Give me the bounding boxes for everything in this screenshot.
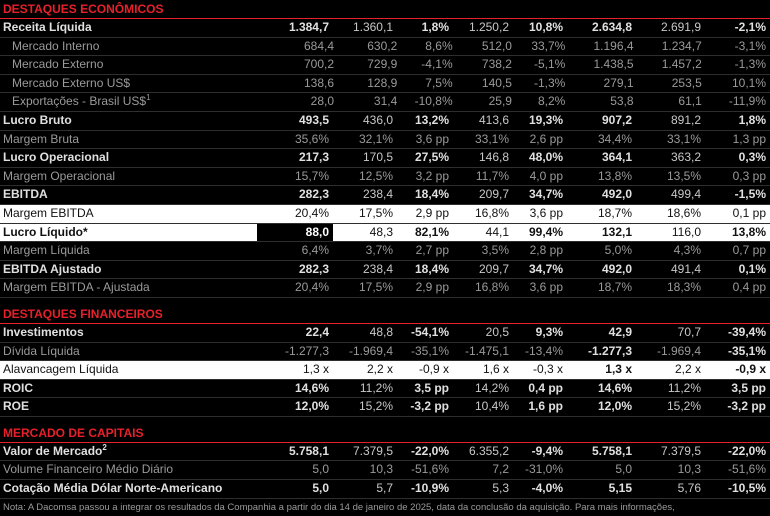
value-cell: 1.234,7 — [661, 38, 702, 53]
value-cell: 729,9 — [367, 57, 398, 72]
row-label-text: Valor de Mercado — [3, 443, 103, 458]
row-label: Mercado Externo US$ — [12, 75, 131, 90]
row-label — [0, 93, 263, 111]
value-cell: 15,7% — [294, 168, 329, 183]
value-cell: 35,6% — [294, 131, 329, 146]
value-cell: 42,9 — [608, 324, 632, 339]
row-label: EBITDA Ajustado — [3, 261, 102, 276]
value-cell: -4,1% — [421, 57, 453, 72]
value-cell: 13,8% — [597, 168, 632, 183]
value-cell: -1.969,4 — [656, 343, 701, 358]
row-label: Volume Financeiro Médio Diário — [3, 462, 174, 477]
row-label: Margem EBITDA - Ajustada — [3, 280, 150, 295]
value-cell: 1,3 pp — [732, 131, 766, 146]
value-cell: 18,4% — [414, 261, 449, 276]
value-cell: 70,7 — [677, 324, 701, 339]
value-cell: -1.475,1 — [464, 343, 509, 358]
value-cell: 22,4 — [305, 324, 329, 339]
value-cell: 2,9 pp — [415, 205, 449, 220]
value-cell: -1.277,3 — [587, 343, 632, 358]
table-row — [0, 279, 770, 298]
value-cell: 5.758,1 — [591, 443, 632, 458]
table-row — [0, 242, 770, 261]
row-label: Margem Operacional — [3, 168, 116, 183]
row-label — [0, 443, 257, 461]
value-cell: 10,3 — [677, 462, 701, 477]
value-cell: 34,7% — [528, 187, 563, 202]
value-cell: 7.379,5 — [352, 443, 393, 458]
table-row — [0, 461, 770, 480]
value-cell: 282,3 — [298, 187, 329, 202]
footnote-marker: 2 — [102, 442, 107, 452]
value-cell: 8,6% — [425, 38, 453, 53]
value-cell: 138,6 — [303, 75, 335, 90]
value-cell: -39,4% — [727, 324, 766, 339]
value-cell: 15,2% — [358, 399, 393, 414]
value-cell: 1.360,1 — [352, 20, 393, 34]
table-row — [0, 168, 770, 187]
value-cell: 2,7 pp — [415, 243, 449, 258]
value-cell: 1,6 pp — [528, 399, 563, 414]
table-row — [0, 343, 770, 362]
value-cell: 170,5 — [362, 150, 393, 165]
value-cell: 1,8% — [421, 20, 449, 34]
value-cell: 18,7% — [597, 280, 632, 295]
value-cell: 0,7 pp — [732, 243, 766, 258]
value-cell: -54,1% — [410, 324, 449, 339]
value-cell: -0,9 x — [735, 362, 766, 377]
value-cell: 15,2% — [666, 399, 701, 414]
value-cell: -10,9% — [410, 481, 449, 496]
value-cell: 5,7 — [376, 481, 393, 496]
value-cell: -4,0% — [531, 481, 563, 496]
value-cell: 128,9 — [367, 75, 398, 90]
value-cell: 1,6 x — [482, 362, 509, 377]
table-row — [0, 112, 770, 131]
value-cell: 2,6 pp — [529, 131, 563, 146]
row-label: Mercado Externo — [12, 57, 104, 72]
value-cell: 13,8% — [731, 224, 766, 239]
value-cell: 891,2 — [670, 112, 701, 127]
value-cell: 491,4 — [670, 261, 701, 276]
value-cell: 28,0 — [310, 94, 335, 109]
value-cell: 492,0 — [601, 187, 632, 202]
value-cell: 18,4% — [414, 187, 449, 202]
value-cell: 282,3 — [298, 261, 329, 276]
value-cell: 2.691,9 — [660, 20, 701, 34]
table-row — [0, 380, 770, 399]
value-cell: 140,5 — [481, 75, 512, 90]
row-label: Cotação Média Dólar Norte-Americano — [3, 481, 223, 496]
table-row — [0, 93, 770, 112]
value-cell: 3,5 pp — [414, 380, 449, 395]
value-cell: 492,0 — [601, 261, 632, 276]
row-label: Investimentos — [3, 324, 84, 339]
value-cell: 0,4 pp — [528, 380, 563, 395]
value-cell: 209,7 — [478, 187, 509, 202]
table-row-highlighted — [0, 224, 770, 243]
value-cell: 9,3% — [535, 324, 563, 339]
value-cell: 3,2 pp — [415, 168, 449, 183]
section-title-financial: DESTAQUES FINANCEIROS — [0, 305, 770, 324]
value-cell: 99,4% — [528, 224, 563, 239]
row-label: Lucro Operacional — [3, 150, 110, 165]
value-cell: 20,4% — [294, 280, 329, 295]
section-title-capital-markets: MERCADO DE CAPITAIS — [0, 424, 770, 443]
value-cell: 44,1 — [485, 224, 509, 239]
table-row — [0, 131, 770, 150]
table-row-highlighted — [0, 205, 770, 224]
value-cell: 630,2 — [367, 38, 398, 53]
value-cell: 363,2 — [670, 150, 701, 165]
value-cell: 132,1 — [601, 224, 632, 239]
value-cell: 279,1 — [603, 75, 634, 90]
value-cell: 217,3 — [298, 150, 329, 165]
value-cell: 48,8 — [369, 324, 393, 339]
value-cell: 32,1% — [358, 131, 393, 146]
value-cell: 18,6% — [666, 205, 701, 220]
value-cell: -9,4% — [531, 443, 563, 458]
value-cell: 6,4% — [301, 243, 329, 258]
row-label: Margem Líquida — [3, 243, 90, 258]
value-cell: 512,0 — [481, 38, 512, 53]
value-cell: 436,0 — [362, 112, 393, 127]
footnote-marker: 1 — [146, 93, 151, 103]
value-cell: 5,0% — [604, 243, 632, 258]
value-cell: 17,5% — [358, 280, 393, 295]
value-cell: 31,4 — [373, 94, 398, 109]
value-cell: 18,3% — [666, 280, 701, 295]
value-cell: 16,8% — [474, 205, 509, 220]
value-cell: 364,1 — [601, 150, 632, 165]
value-cell: 7,2 — [492, 462, 509, 477]
value-cell: 6.355,2 — [468, 443, 509, 458]
value-cell: 2.634,8 — [591, 20, 632, 34]
row-label: Lucro Líquido* — [3, 224, 88, 239]
value-cell: 61,1 — [678, 94, 702, 109]
value-cell: 10,8% — [528, 20, 563, 34]
value-cell: 116,0 — [671, 224, 701, 239]
value-cell: 0,3% — [738, 150, 766, 165]
value-cell: 10,4% — [474, 399, 509, 414]
value-cell: 3,6 pp — [529, 205, 563, 220]
value-cell: 12,0% — [597, 399, 632, 414]
value-cell: 20,5 — [485, 324, 509, 339]
value-cell: 17,5% — [358, 205, 393, 220]
value-cell: 0,1 pp — [732, 205, 766, 220]
value-cell: 14,2% — [474, 380, 509, 395]
value-cell: 0,3 pp — [732, 168, 766, 183]
value-cell: 16,8% — [474, 280, 509, 295]
value-cell: -22,0% — [410, 443, 449, 458]
table-row — [0, 261, 770, 280]
row-label: Mercado Interno — [12, 38, 100, 53]
value-cell: -13,4% — [524, 343, 563, 358]
table-row — [0, 443, 770, 462]
value-cell: 3,5 pp — [731, 380, 766, 395]
value-cell: 12,5% — [358, 168, 393, 183]
value-cell: 907,2 — [601, 112, 632, 127]
value-cell: 0,1% — [738, 261, 766, 276]
value-cell: 12,0% — [294, 399, 329, 414]
value-cell: 1,3 x — [605, 362, 632, 377]
value-cell: 5.758,1 — [288, 443, 329, 458]
value-cell: 1.438,5 — [593, 57, 634, 72]
row-label: Margem EBITDA — [3, 205, 94, 220]
value-cell: 700,2 — [303, 57, 335, 72]
value-cell: -35,1% — [727, 343, 766, 358]
value-cell: 3,7% — [365, 243, 393, 258]
value-cell: 3,6 pp — [415, 131, 449, 146]
value-cell: 1,8% — [738, 112, 766, 127]
value-cell: 19,3% — [528, 112, 563, 127]
value-cell: -31,0% — [524, 462, 563, 477]
value-cell: 2,2 x — [366, 362, 393, 377]
value-cell: 1.384,7 — [288, 20, 329, 34]
value-cell: 1.457,2 — [661, 57, 702, 72]
table-row — [0, 38, 770, 57]
value-cell: 5,3 — [492, 481, 509, 496]
value-cell: 499,4 — [670, 187, 701, 202]
value-cell: 1,3 x — [302, 362, 329, 377]
section-title-economic: DESTAQUES ECONÔMICOS — [0, 0, 770, 19]
value-cell: 48,0% — [528, 150, 563, 165]
value-cell: -51,6% — [727, 462, 766, 477]
table-row — [0, 186, 770, 205]
footnote: Nota: A Dacomsa passou a integrar os resultados da Companhia a partir do dia 14 de janeiro de 2025, data da conclusão da aquisição. Para mais informações, — [3, 501, 675, 513]
row-label: Margem Bruta — [3, 131, 80, 146]
value-cell: 13,2% — [414, 112, 449, 127]
value-cell: 8,2% — [537, 94, 566, 109]
value-cell: 34,4% — [597, 131, 632, 146]
row-label: Lucro Bruto — [3, 112, 72, 127]
value-cell: 11,7% — [475, 168, 509, 183]
value-cell: -0,9 x — [418, 362, 449, 377]
value-cell: -2,1% — [734, 20, 766, 34]
table-row — [0, 324, 770, 343]
value-cell: -1,3% — [734, 57, 766, 72]
value-cell: 2,8 pp — [529, 243, 563, 258]
value-cell: -3,2 pp — [410, 399, 449, 414]
value-cell: -11,9% — [728, 94, 766, 109]
value-cell: -35,1% — [410, 343, 449, 358]
table-row — [0, 398, 770, 417]
value-cell: -1,5% — [734, 187, 766, 202]
value-cell: 27,5% — [414, 150, 449, 165]
value-cell-emphasized: 88,0 — [257, 224, 333, 242]
value-cell: -10,5% — [727, 481, 766, 496]
value-cell: 33,1% — [474, 131, 509, 146]
value-cell: 18,7% — [597, 205, 632, 220]
value-cell: 3,5% — [481, 243, 509, 258]
value-cell: 82,1% — [414, 224, 449, 239]
value-cell: 2,2 x — [674, 362, 701, 377]
value-cell: 5,76 — [677, 481, 701, 496]
value-cell: 2,9 pp — [415, 280, 449, 295]
value-cell: 5,15 — [608, 481, 632, 496]
value-cell: 25,9 — [488, 94, 512, 109]
value-cell: 7,5% — [425, 75, 453, 90]
value-cell: -0,3 x — [532, 362, 563, 377]
value-cell: 14,6% — [597, 380, 632, 395]
value-cell: 13,5% — [666, 168, 701, 183]
table-row — [0, 149, 770, 168]
row-label: ROE — [3, 399, 30, 414]
table-row-highlighted — [0, 361, 770, 380]
value-cell: 413,6 — [478, 112, 509, 127]
value-cell: 10,3 — [369, 462, 393, 477]
value-cell: 11,2% — [359, 380, 393, 395]
row-label-text: Exportações - Brasil US$ — [12, 94, 147, 109]
value-cell: 48,3 — [369, 224, 393, 239]
row-label: EBITDA — [3, 187, 48, 202]
value-cell: 4,3% — [673, 243, 701, 258]
value-cell: 33,7% — [531, 38, 566, 53]
value-cell: 5,0 — [615, 462, 632, 477]
value-cell: -3,1% — [734, 38, 766, 53]
value-cell: 238,4 — [362, 187, 393, 202]
value-cell: 1.250,2 — [468, 20, 509, 34]
value-cell: 3,6 pp — [529, 280, 563, 295]
value-cell: 209,7 — [478, 261, 509, 276]
table-row — [0, 19, 770, 38]
value-cell: 684,4 — [303, 38, 335, 53]
value-cell: -1.969,4 — [348, 343, 393, 358]
value-cell: 1.196,4 — [593, 38, 634, 53]
value-cell: 738,2 — [481, 57, 512, 72]
value-cell: 20,4% — [294, 205, 329, 220]
table-row — [0, 56, 770, 75]
value-cell: 10,1% — [731, 75, 766, 90]
value-cell: -3,2 pp — [727, 399, 766, 414]
value-cell: -22,0% — [727, 443, 766, 458]
value-cell: 146,8 — [478, 150, 509, 165]
value-cell: 5,0 — [312, 481, 329, 496]
value-cell: 238,4 — [362, 261, 393, 276]
value-cell: 7.379,5 — [660, 443, 701, 458]
value-cell: -1,3% — [533, 75, 566, 90]
row-label: Dívida Líquida — [3, 343, 80, 358]
value-cell: 33,1% — [666, 131, 701, 146]
value-cell: 53,8 — [610, 94, 634, 109]
value-cell: 0,4 pp — [732, 280, 766, 295]
table-row — [0, 75, 770, 94]
value-cell: 34,7% — [528, 261, 563, 276]
value-cell: 11,2% — [667, 380, 701, 395]
value-cell: 14,6% — [294, 380, 329, 395]
value-cell: 5,0 — [312, 462, 329, 477]
value-cell: -1.277,3 — [284, 343, 329, 358]
value-cell: 253,5 — [671, 75, 702, 90]
value-cell: -51,6% — [410, 462, 449, 477]
value-cell: -5,1% — [533, 57, 566, 72]
row-label: Receita Líquida — [3, 20, 92, 34]
table-row — [0, 480, 770, 499]
value-cell: 4,0 pp — [529, 168, 563, 183]
row-label: Alavancagem Líquida — [3, 362, 119, 377]
row-label: ROIC — [3, 380, 33, 395]
value-cell: -10,8% — [414, 94, 453, 109]
value-cell: 493,5 — [298, 112, 329, 127]
